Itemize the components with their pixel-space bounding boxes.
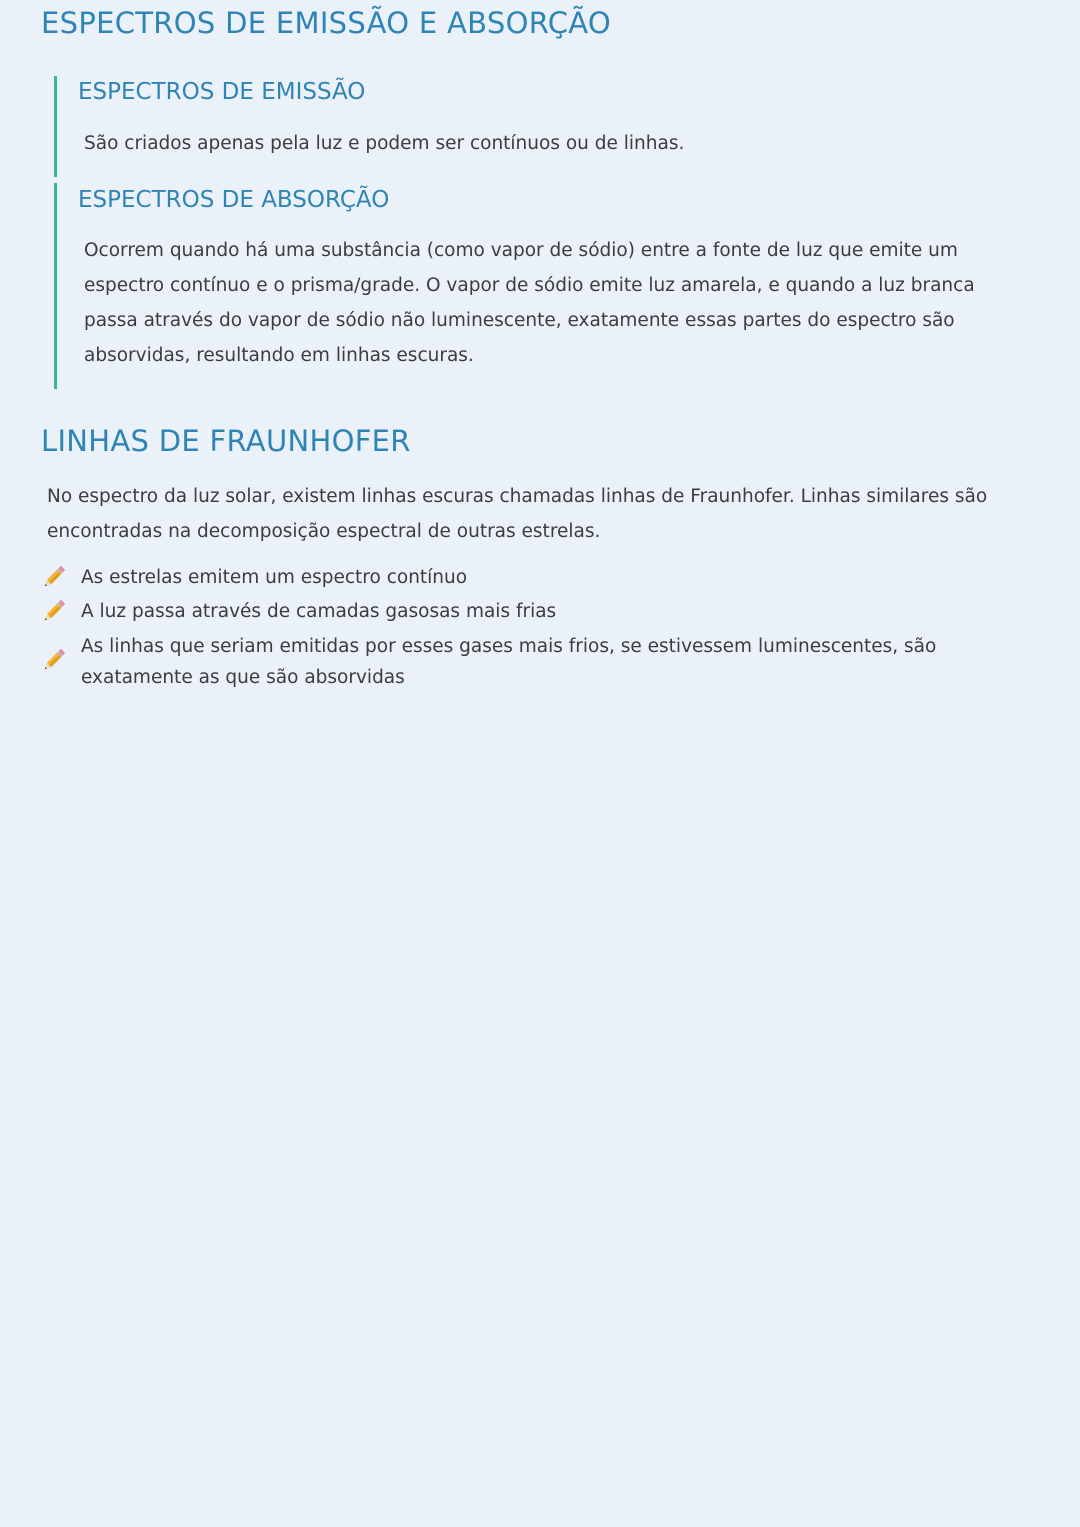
emission-text: São criados apenas pela luz e podem ser contínuos ou de linhas. xyxy=(84,133,685,154)
fraunhofer-text: No espectro da luz solar, existem linhas escuras chamadas linhas de Fraunhofer. Linhas similares são encontradas na decomposição espectral de outras estrelas. xyxy=(47,486,988,542)
absorption-block xyxy=(54,183,1017,389)
pencil-icon xyxy=(40,646,68,674)
pencil-icon xyxy=(40,597,68,625)
list-item-text: A luz passa através de camadas gasosas mais frias xyxy=(81,601,557,622)
list-item xyxy=(40,562,1000,593)
list-item xyxy=(40,631,1000,693)
absorption-text: Ocorrem quando há uma substância (como vapor de sódio) entre a fonte de luz que emite um espectro contínuo e o prisma/grade. O vapor de sódio emite luz amarela, e quando a luz branca passa através do vapor de sódio não luminescente, exatamente essas partes do espectro são absorvidas, resultando em linhas escuras. xyxy=(84,240,975,366)
main-title: ESPECTROS DE EMISSÃO E ABSORÇÃO xyxy=(41,6,612,40)
emission-block xyxy=(54,76,1017,177)
list-item-text: As estrelas emitem um espectro contínuo xyxy=(81,567,468,588)
absorption-title: ESPECTROS DE ABSORÇÃO xyxy=(78,187,390,213)
pencil-icon xyxy=(40,563,68,591)
fraunhofer-title: LINHAS DE FRAUNHOFER xyxy=(41,424,411,458)
list-item-text: As linhas que seriam emitidas por esses gases mais frios, se estivessem luminescentes, são exatamente as que são absorvidas xyxy=(81,636,937,688)
list-item xyxy=(40,596,1000,627)
emission-title: ESPECTROS DE EMISSÃO xyxy=(78,79,366,105)
